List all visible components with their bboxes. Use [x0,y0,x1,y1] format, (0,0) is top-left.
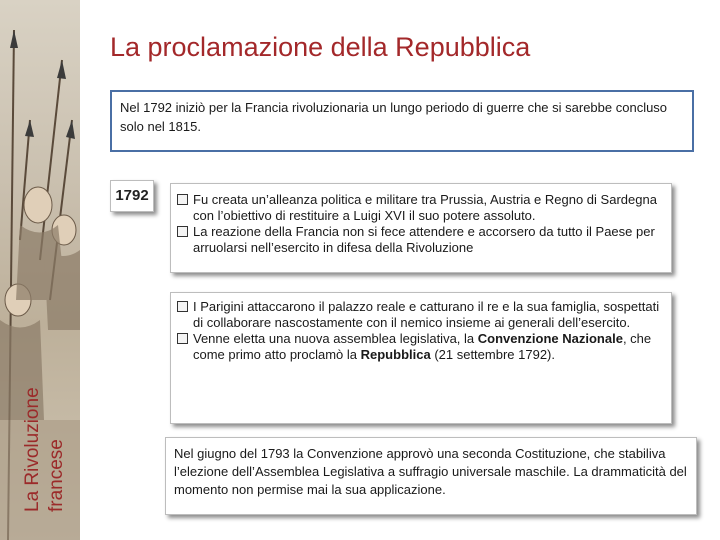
list-item: Fu creata un’alleanza politica e militare tra Prussia, Austria e Regno di Sardegna con l’obiettivo di restituire a Luigi XVI il suo potere assoluto. [177,192,661,224]
sidebar-caption [0,300,80,530]
intro-text: Nel 1792 iniziò per la Francia rivoluzionaria un lungo periodo di guerre che si sarebbe concluso solo nel 1815. [120,100,668,134]
page-title: La proclamazione della Repubblica [110,32,531,62]
highlight-convenzione: Convenzione Nazionale [477,331,623,346]
republic-box [170,292,672,424]
sidebar-illustration [0,0,80,540]
constitution-text: Nel giugno del 1793 la Convenzione approvò una seconda Costituzione, che stabiliva l’elezione dell’Assemblea Legislativa a suffragio universale maschile. La drammaticità del momento non permise mai la sua applicazione. [174,446,687,497]
sidebar-caption-line1: La Rivoluzione [22,387,43,512]
list-item: La reazione della Francia non si fece attendere e accorsero da tutto il Paese per arruolarsi nell’esercito in difesa della Rivoluzione [177,224,661,256]
list-item: I Parigini attaccarono il palazzo reale e catturano il re e la sua famiglia, sospettati di collaborare nascostamente con il nemico insieme ai generali dell’esercito. [177,299,661,331]
checkbox-bullet-icon [177,301,188,312]
year-box [110,180,154,212]
intro-box [110,90,694,152]
list-item: Venne eletta una nuova assemblea legislativa, la Convenzione Nazionale, che come primo atto proclamò la Repubblica (21 settembre 1792). [177,331,661,363]
checkbox-bullet-icon [177,226,188,237]
sidebar-caption-line2: francese [46,439,67,512]
checkbox-bullet-icon [177,333,188,344]
checkbox-bullet-icon [177,194,188,205]
year-label: 1792 [115,187,149,204]
constitution-box [165,437,697,515]
highlight-repubblica: Repubblica [360,347,431,362]
alliance-box [170,183,672,273]
